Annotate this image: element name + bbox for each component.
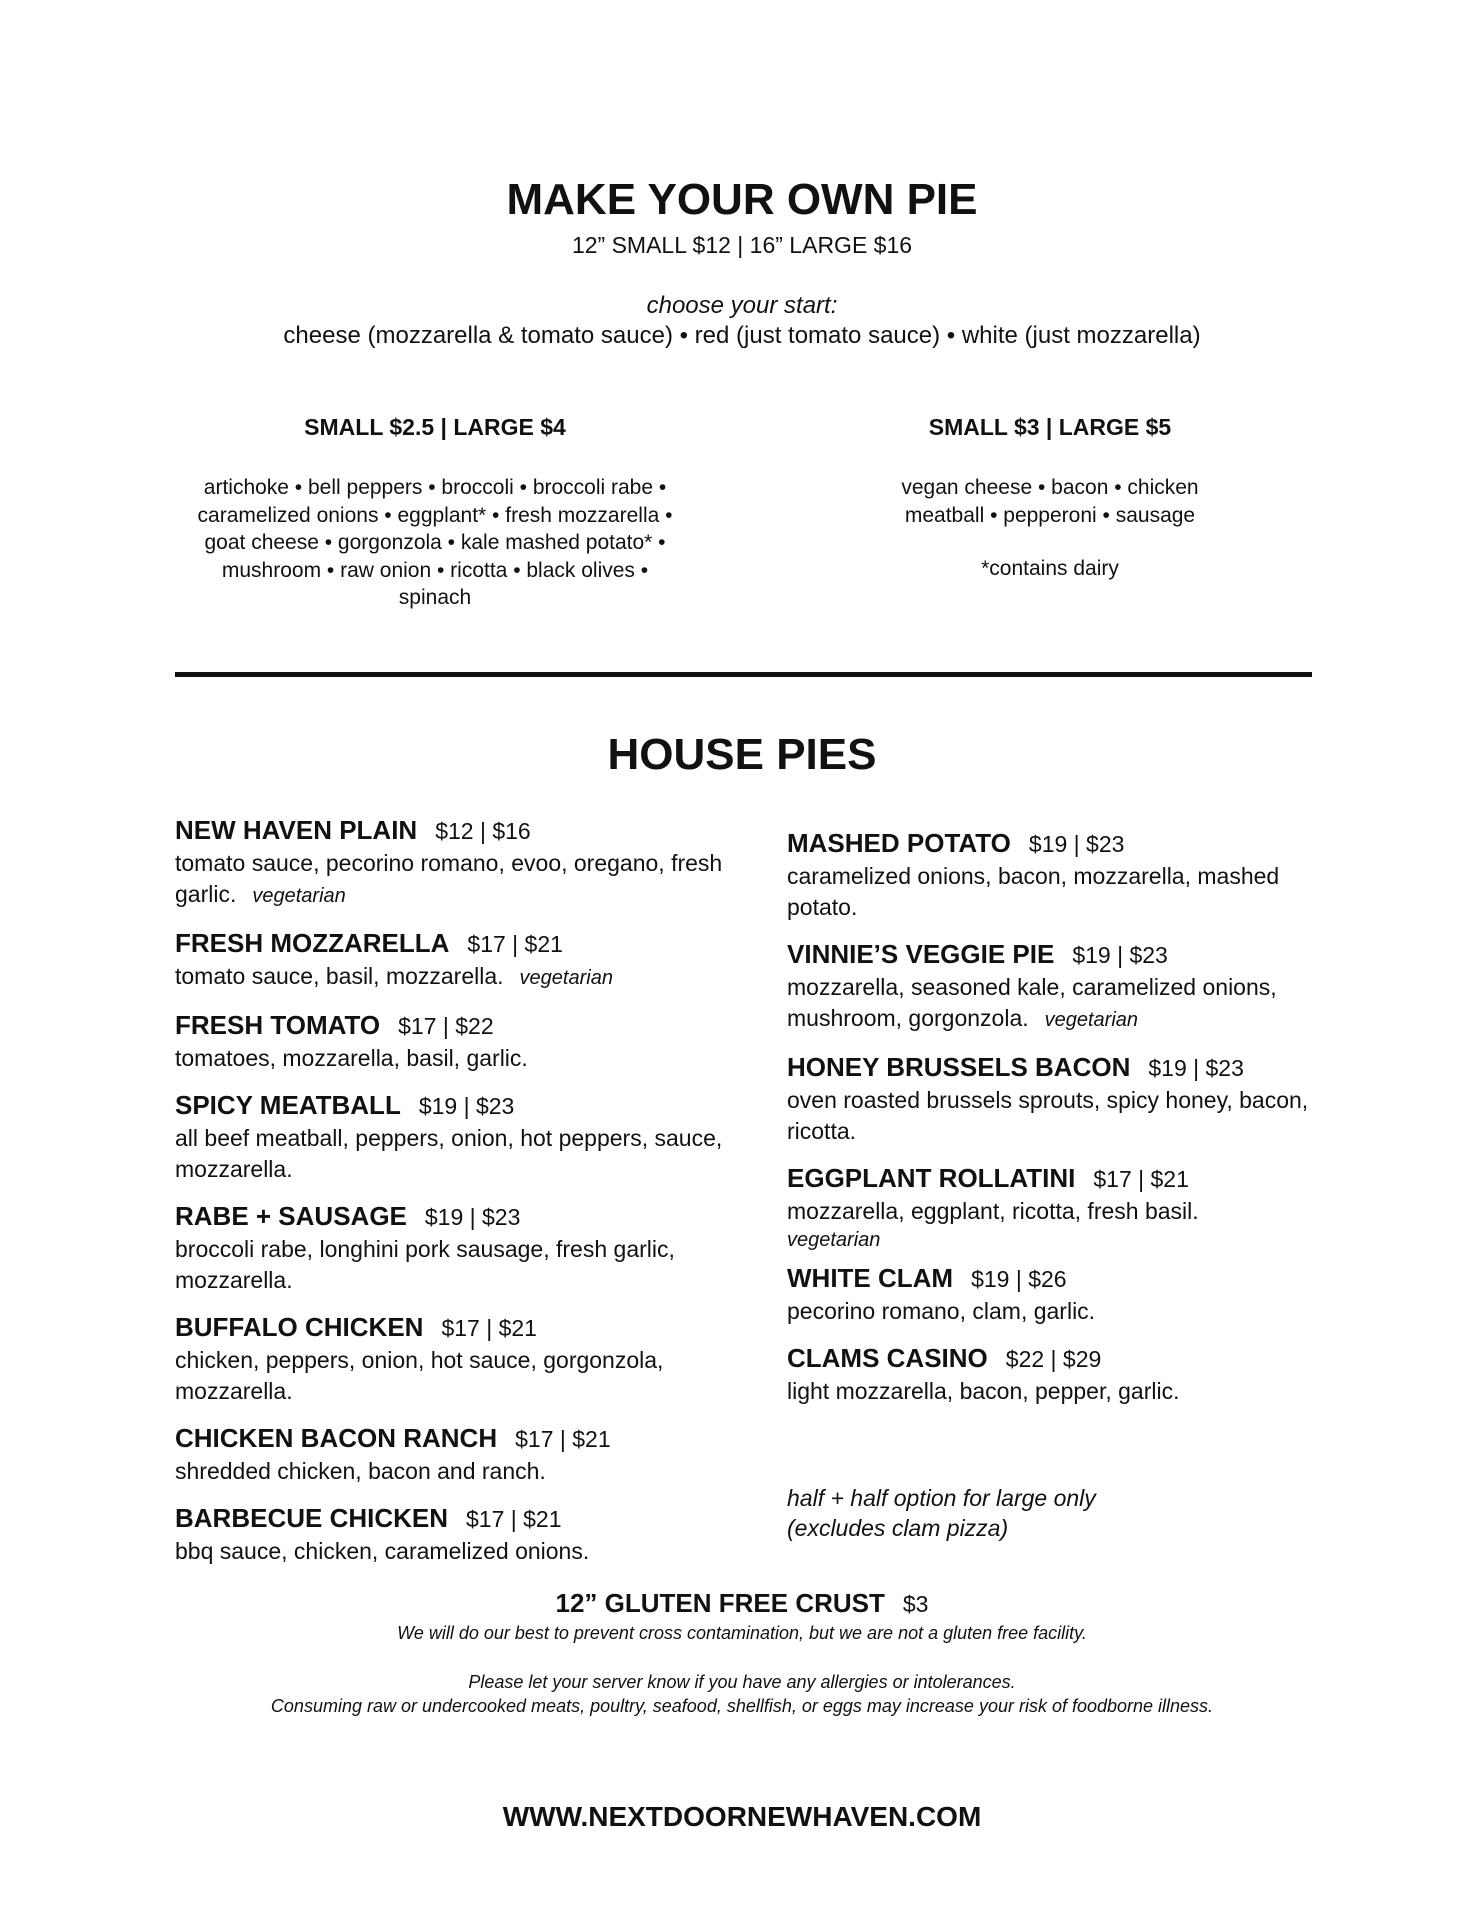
pie-header [787,1050,1347,1085]
pie-name: FRESH TOMATO [175,1010,381,1040]
topping-tier2-list [845,474,1255,529]
pie-name: VINNIE’S VEGGIE PIE [787,939,1055,969]
pie-ingredients: bbq sauce, chicken, caramelized onions. [175,1538,590,1564]
pie-ingredients: mozzarella, eggplant, ricotta, fresh basil. [787,1198,1199,1224]
pie-ingredients: caramelized onions, bacon, mozzarella, mashed potato. [787,863,1280,920]
pie-price: $17 | $21 [1093,1166,1189,1192]
pie-ingredients: all beef meatball, peppers, onion, hot peppers, sauce, mozzarella. [175,1125,723,1182]
pie-description [787,972,1347,1036]
pie-description [175,1123,735,1185]
pie-price: $17 | $21 [515,1426,611,1452]
pie-item [175,1088,735,1185]
pie-item [787,826,1347,923]
topping-line: mushroom • raw onion • ricotta • black olives • [221,558,649,582]
pie-item [787,1341,1347,1407]
topping-line: artichoke • bell peppers • broccoli • broccoli rabe • [203,476,667,499]
half-half-note-line: (excludes clam pizza) [787,1515,1009,1541]
pie-name: BUFFALO CHICKEN [175,1312,424,1342]
pie-price: $17 | $22 [398,1013,494,1039]
pie-header [175,1008,735,1043]
pie-ingredients: light mozzarella, bacon, pepper, garlic. [787,1378,1180,1404]
pie-header [175,1088,735,1123]
pie-price: $12 | $16 [435,818,531,844]
vegetarian-tag: vegetarian [519,967,613,989]
pie-price: $19 | $23 [1028,831,1125,857]
pie-description [787,1196,1347,1253]
pie-price: $22 | $29 [1005,1346,1102,1372]
pie-description [175,1536,735,1567]
make-your-own-title: MAKE YOUR OWN PIE [506,175,978,224]
foodborne-illness-notice: Consuming raw or undercooked meats, poultry, seafood, shellfish, or eggs may increase your risk of foodborne illness. [270,1696,1214,1716]
pie-header [175,813,735,848]
topping-line: vegan cheese • bacon • chicken [901,476,1199,499]
pie-price: $17 | $21 [441,1315,537,1341]
pie-header [175,1501,735,1536]
pie-description [175,1345,735,1407]
pie-description [787,1085,1347,1147]
topping-tier1-heading: SMALL $2.5 | LARGE $4 [304,414,566,440]
pie-price: $19 | $23 [418,1093,515,1119]
pie-item [175,1501,735,1567]
pie-description [175,1234,735,1296]
pie-header [787,1341,1347,1376]
topping-line: spinach [398,586,472,609]
pie-item [175,813,735,912]
pie-header [787,1161,1347,1196]
pie-ingredients: oven roasted brussels sprouts, spicy honey, bacon, ricotta. [787,1087,1309,1144]
pie-description [175,848,735,912]
pie-header [175,1199,735,1234]
make-your-own-sizes: 12” SMALL $12 | 16” LARGE $16 [571,232,913,258]
pie-name: WHITE CLAM [787,1263,954,1293]
pie-description [175,1456,735,1487]
pie-ingredients: tomato sauce, pecorino romano, evoo, oregano, fresh garlic. [175,850,723,907]
pie-item [175,1421,735,1487]
pie-item [175,1310,735,1407]
allergy-notice: Please let your server know if you have any allergies or intolerances. [468,1672,1016,1692]
topping-tier1-list [175,474,695,612]
house-pies-title: HOUSE PIES [607,730,877,779]
half-half-note-line: half + half option for large only [787,1485,1096,1511]
gluten-free-name: 12” GLUTEN FREE CRUST [555,1588,885,1618]
gluten-free-price: $3 [902,1591,929,1617]
topping-line: caramelized onions • eggplant* • fresh mozzarella • [197,503,673,527]
house-pies-right-column [787,826,1347,1421]
dairy-note: *contains dairy [981,557,1119,580]
pie-item [787,1261,1347,1327]
pie-ingredients: tomatoes, mozzarella, basil, garlic. [175,1045,528,1071]
pie-header [175,926,735,961]
vegetarian-tag: vegetarian [1044,1009,1139,1031]
pie-name: BARBECUE CHICKEN [175,1503,449,1533]
pie-price: $17 | $21 [467,931,563,957]
pie-name: FRESH MOZZARELLA [175,928,450,958]
gluten-free-note: We will do our best to prevent cross contamination, but we are not a gluten free facility. [397,1623,1087,1643]
pie-header [175,1421,735,1456]
pie-name: SPICY MEATBALL [175,1090,401,1120]
pie-description [175,1043,735,1074]
pie-item [787,1050,1347,1147]
start-label: choose your start: [646,292,838,319]
topping-tier2-heading: SMALL $3 | LARGE $5 [928,414,1172,440]
pie-ingredients: pecorino romano, clam, garlic. [787,1298,1096,1324]
pie-description [787,1296,1347,1327]
half-half-note [787,1483,1096,1543]
pie-description [787,1376,1347,1407]
pie-header [787,937,1347,972]
pie-ingredients: shredded chicken, bacon and ranch. [175,1458,546,1484]
pie-ingredients: broccoli rabe, longhini pork sausage, fresh garlic, mozzarella. [175,1236,675,1293]
pie-price: $19 | $23 [1072,942,1168,968]
pie-ingredients: tomato sauce, basil, mozzarella. [175,963,504,989]
pie-item [175,1008,735,1074]
pie-price: $19 | $23 [424,1204,521,1230]
pie-name: MASHED POTATO [787,828,1011,858]
start-options: cheese (mozzarella & tomato sauce) • red (just tomato sauce) • white (just mozzarella) [283,322,1201,349]
pie-ingredients: chicken, peppers, onion, hot sauce, gorgonzola, mozzarella. [175,1347,664,1404]
pie-item [175,926,735,994]
gluten-free-line [0,1588,1484,1619]
pie-name: EGGPLANT ROLLATINI [787,1163,1076,1193]
pie-price: $19 | $26 [971,1266,1067,1292]
pie-description [787,861,1347,923]
pie-header [787,1261,1347,1296]
section-divider [175,672,1312,677]
house-pies-left-column [175,813,735,1581]
pie-name: RABE + SAUSAGE [175,1201,407,1231]
topping-line: goat cheese • gorgonzola • kale mashed potato* • [204,531,666,554]
pie-name: CLAMS CASINO [787,1343,988,1373]
pie-ingredients: mozzarella, seasoned kale, caramelized onions, mushroom, gorgonzola. [787,974,1277,1031]
pie-item [787,937,1347,1036]
vegetarian-tag: vegetarian [252,885,346,907]
vegetarian-tag: vegetarian [787,1229,881,1251]
pie-price: $17 | $21 [466,1506,562,1532]
pie-header [175,1310,735,1345]
pie-name: HONEY BRUSSELS BACON [787,1052,1131,1082]
website-url: WWW.NEXTDOORNEWHAVEN.COM [502,1801,982,1832]
topping-line: meatball • pepperoni • sausage [904,503,1196,527]
pie-header [787,826,1347,861]
pie-price: $19 | $23 [1148,1055,1244,1081]
pie-description [175,961,735,994]
pie-item [787,1161,1347,1253]
pie-name: CHICKEN BACON RANCH [175,1423,498,1453]
pie-item [175,1199,735,1296]
pie-name: NEW HAVEN PLAIN [175,815,418,845]
